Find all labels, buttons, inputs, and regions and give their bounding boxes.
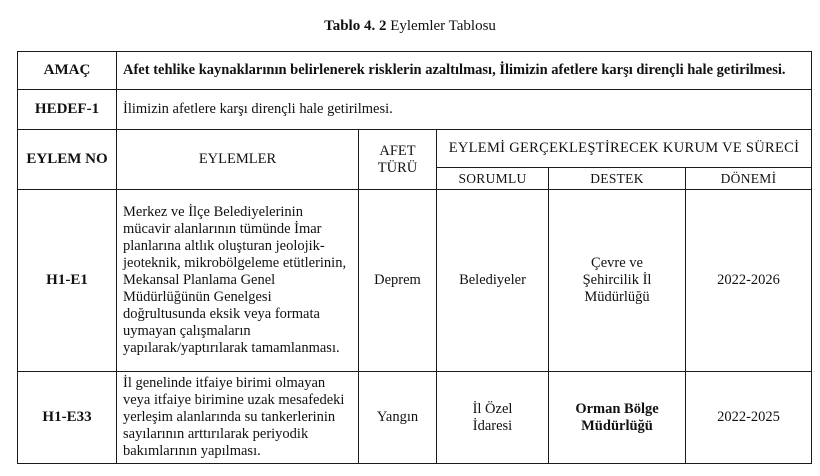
row-afet: Deprem: [359, 190, 437, 372]
hedef-row: [18, 90, 812, 130]
row-destek: Çevre ve Şehircilik İl Müdürlüğü: [549, 190, 686, 372]
actions-table: [17, 51, 812, 464]
row-no: H1-E1: [18, 190, 117, 372]
header-afet-turu: AFET TÜRÜ: [359, 130, 437, 190]
row-eylem: İl genelinde itfaiye birimi olmayan veya itfaiye birimine uzak mesafedeki yerleşim alanlarında su tankerlerinin sayılarının arttırılarak periyodik bakımlarının yapılması.: [117, 372, 359, 464]
header-sorumlu: SORUMLU: [437, 168, 549, 190]
amac-row: [18, 52, 812, 90]
amac-label: AMAÇ: [18, 52, 117, 90]
row-no: H1-E33: [18, 372, 117, 464]
table-caption: [0, 18, 820, 35]
row-sorumlu: Belediyeler: [437, 190, 549, 372]
table-title: Eylemler Tablosu: [390, 18, 496, 34]
row-donem: 2022-2025: [686, 372, 812, 464]
row-sorumlu: İl Özel İdaresi: [437, 372, 549, 464]
table-row: [18, 190, 812, 372]
table-number: Tablo 4. 2: [324, 18, 387, 34]
header-eylemler: EYLEMLER: [117, 130, 359, 190]
table-row: [18, 372, 812, 464]
row-afet: Yangın: [359, 372, 437, 464]
header-eylem-no: EYLEM NO: [18, 130, 117, 190]
hedef-label: HEDEF-1: [18, 90, 117, 130]
row-donem: 2022-2026: [686, 190, 812, 372]
header-kurum: EYLEMİ GERÇEKLEŞTİRECEK KURUM VE SÜRECİ: [437, 130, 812, 168]
header-destek: DESTEK: [549, 168, 686, 190]
row-eylem: Merkez ve İlçe Belediyelerinin mücavir alanlarının tümünde İmar planlarına altlık oluşturan jeolojik-jeoteknik, mikrobölgeleme etütlerinin, Mekansal Planlama Genel Müdürlüğünün Genelgesi doğrultusunda eksik veya formata uymayan çalışmaların yapılarak/yaptırılarak tamamlanması.: [117, 190, 359, 372]
header-row: [18, 130, 812, 168]
header-donemi: DÖNEMİ: [686, 168, 812, 190]
hedef-text: İlimizin afetlere karşı dirençli hale getirilmesi.: [117, 90, 812, 130]
amac-text: Afet tehlike kaynaklarının belirlenerek risklerin azaltılması, İlimizin afetlere karşı dirençli hale getirilmesi.: [117, 52, 812, 90]
row-destek: Orman Bölge Müdürlüğü: [549, 372, 686, 464]
